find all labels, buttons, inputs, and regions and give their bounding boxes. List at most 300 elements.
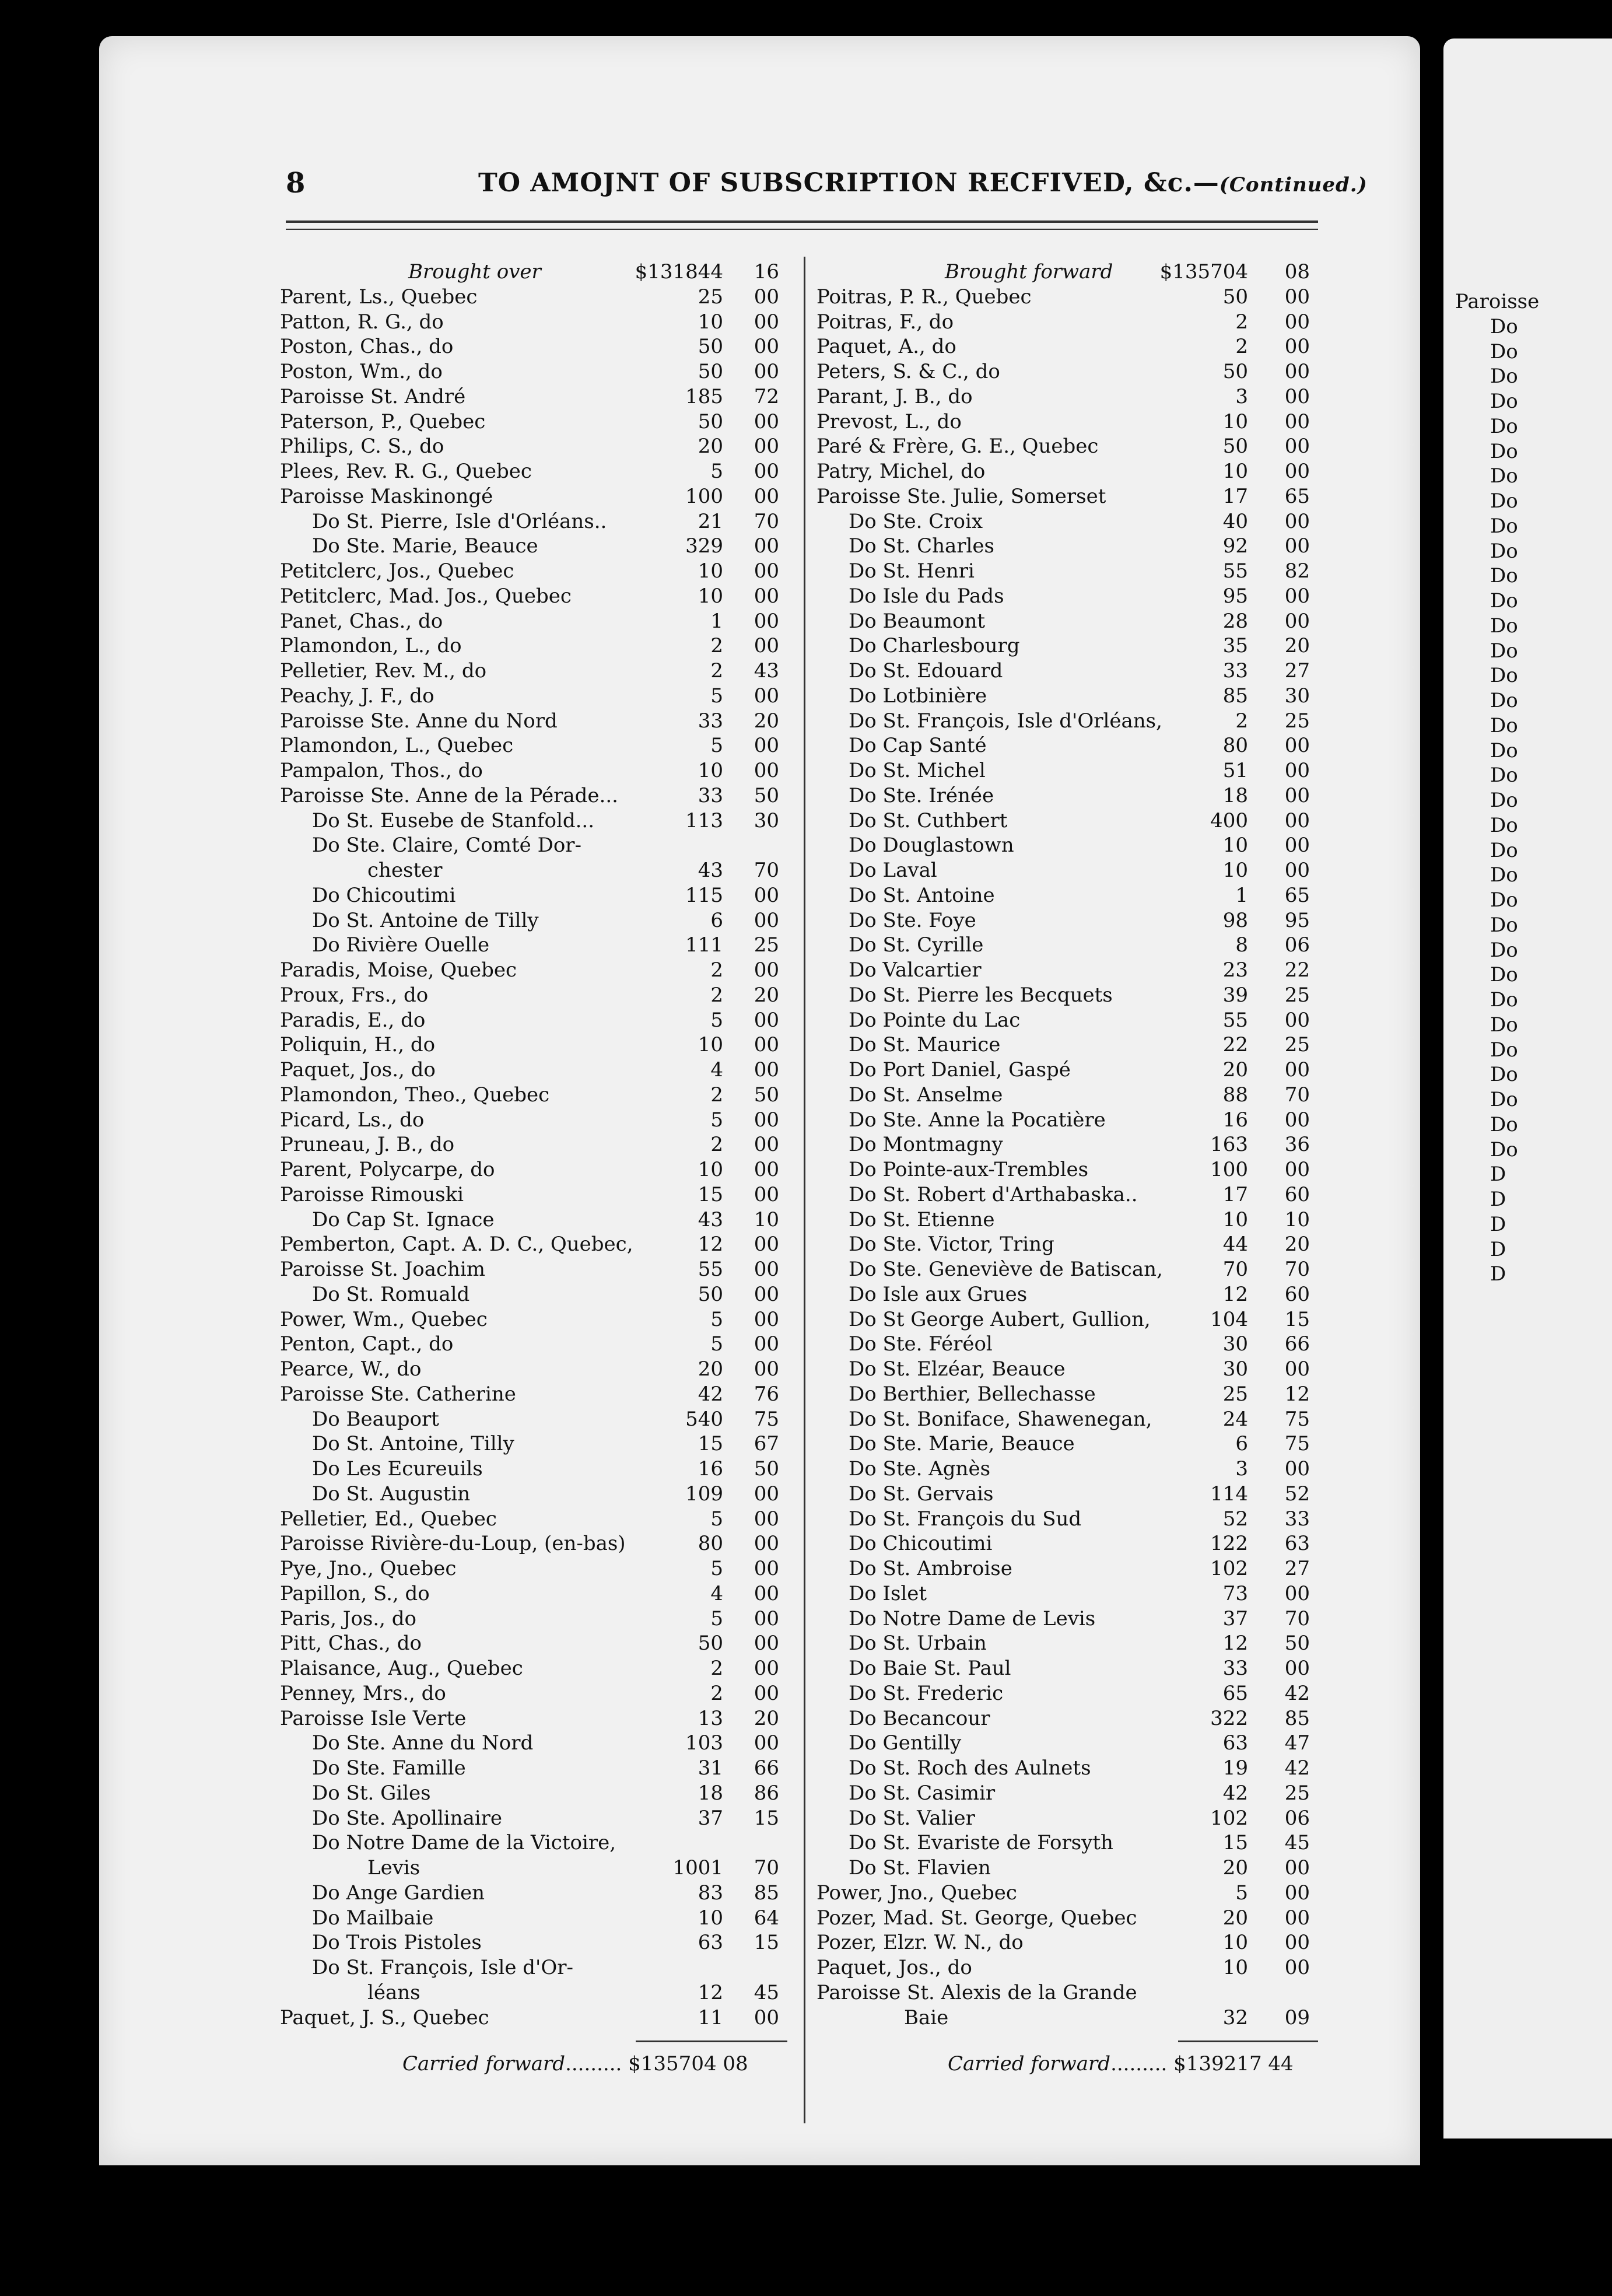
amount-cents: 75: [1284, 1432, 1310, 1456]
table-row: [816, 808, 1330, 834]
amount-dollars: 329: [685, 534, 723, 558]
entry-name: Levis: [367, 1856, 420, 1880]
amount-dollars: 32: [1222, 2006, 1248, 2029]
amount-cents: 00: [1284, 285, 1310, 309]
table-row: [280, 1032, 793, 1058]
amount-cents: 00: [1284, 1457, 1310, 1480]
amount-dollars: 10: [698, 759, 723, 782]
amount-cents: 00: [754, 335, 779, 359]
table-row: [280, 484, 793, 509]
entry-name: Plamondon, Theo., Quebec: [280, 1083, 550, 1107]
amount-cents: 25: [1284, 709, 1310, 733]
entry-name: Do Becancour: [849, 1706, 990, 1730]
table-row: [816, 1382, 1330, 1407]
amount-cents: 50: [754, 1083, 779, 1107]
right-carried-cents: 44: [1268, 2052, 1294, 2076]
amount-dollars: 20: [698, 435, 723, 459]
entry-name: Poitras, F., do: [816, 310, 954, 334]
amount-dollars: 2: [710, 634, 723, 658]
entry-name: Do St. Pierre les Becquets: [849, 983, 1113, 1007]
amount-cents: 70: [1284, 1258, 1310, 1281]
strip-line: Do: [1490, 390, 1518, 413]
amount-cents: 47: [1284, 1731, 1310, 1755]
amount-dollars: 10: [698, 1033, 723, 1057]
entry-name: Do Ste. Féréol: [849, 1332, 993, 1356]
table-row: [280, 1681, 793, 1706]
entry-name: Pelletier, Ed., Quebec: [280, 1507, 497, 1531]
table-row: [280, 334, 793, 359]
table-row: [280, 1606, 793, 1632]
amount-dollars: 8: [1235, 933, 1248, 957]
strip-line: Do: [1490, 838, 1518, 862]
amount-dollars: 10: [698, 584, 723, 608]
table-row: [280, 1781, 793, 1806]
entry-name: Do St. Etienne: [849, 1208, 995, 1231]
table-row: [280, 908, 793, 933]
amount-dollars: 17: [1222, 1182, 1248, 1206]
amount-cents: 00: [754, 360, 779, 383]
amount-cents: 20: [1284, 634, 1310, 658]
amount-dollars: 50: [698, 360, 723, 383]
table-row: [816, 933, 1330, 958]
table-row: [816, 1332, 1330, 1357]
table-row: [280, 858, 793, 883]
entry-name: Papillon, S., do: [280, 1581, 430, 1605]
amount-dollars: 10: [1222, 1931, 1248, 1955]
amount-cents: 00: [754, 584, 779, 608]
table-row: [280, 1083, 793, 1108]
amount-dollars: 50: [1222, 285, 1248, 309]
table-row: [280, 1357, 793, 1382]
table-row: [816, 634, 1330, 659]
entry-name: Do St. Romuald: [312, 1282, 470, 1306]
table-row: [280, 1955, 793, 1980]
entry-name: Do Ste. Claire, Comté Dor-: [312, 834, 582, 858]
entry-name: Do Ste. Geneviève de Batiscan,: [849, 1258, 1163, 1281]
table-row: [816, 1182, 1330, 1208]
column-divider: [804, 257, 805, 2123]
amount-dollars: 12: [1222, 1632, 1248, 1656]
table-row: [816, 459, 1330, 484]
entry-name: Paquet, Jos., do: [280, 1058, 436, 1082]
amount-cents: 20: [1284, 1233, 1310, 1256]
amount-cents: 70: [754, 509, 779, 533]
entry-name: Plaisance, Aug., Quebec: [280, 1657, 523, 1680]
table-row: [280, 1507, 793, 1532]
table-row: [816, 1457, 1330, 1482]
amount-dollars: 42: [698, 1382, 723, 1406]
amount-dollars: 104: [1210, 1307, 1248, 1331]
entry-name: Do St. Gervais: [849, 1482, 994, 1506]
amount-dollars: 95: [1222, 584, 1248, 608]
amount-cents: 00: [754, 534, 779, 558]
amount-dollars: 12: [1222, 1282, 1248, 1306]
title-text: TO AMOJNT OF SUBSCRIPTION RECFIVED, &c.: [478, 168, 1193, 198]
table-row: [280, 1581, 793, 1606]
amount-dollars: 55: [698, 1258, 723, 1281]
table-row: [280, 609, 793, 634]
amount-dollars: 10: [1222, 834, 1248, 858]
amount-cents: 15: [1284, 1307, 1310, 1331]
amount-dollars: 113: [685, 808, 723, 832]
table-row: [280, 983, 793, 1008]
amount-dollars: 4: [710, 1581, 723, 1605]
table-row: [280, 833, 793, 858]
amount-cents: 45: [1284, 1831, 1310, 1855]
amount-dollars: 185: [685, 384, 723, 408]
amount-dollars: 5: [710, 1108, 723, 1132]
amount-dollars: 37: [1222, 1606, 1248, 1630]
entry-name: Do St. Robert d'Arthabaska..: [849, 1182, 1138, 1206]
entry-name: Do Valcartier: [849, 958, 982, 982]
left-brought-label: Brought over: [408, 260, 541, 284]
table-row: [816, 983, 1330, 1008]
amount-cents: 00: [754, 908, 779, 932]
amount-dollars: 12: [698, 1233, 723, 1256]
table-row: [280, 584, 793, 609]
amount-cents: 65: [1284, 883, 1310, 907]
amount-cents: 06: [1284, 933, 1310, 957]
entry-name: Do Ste. Anne du Nord: [312, 1731, 534, 1755]
entry-name: Pelletier, Rev. M., do: [280, 659, 487, 682]
amount-dollars: 10: [1222, 460, 1248, 483]
entry-name: Plees, Rev. R. G., Quebec: [280, 460, 532, 483]
left-brought-forward: [280, 260, 793, 285]
entry-name: Do Montmagny: [849, 1133, 1003, 1157]
table-row: [816, 1831, 1330, 1856]
amount-dollars: 33: [698, 783, 723, 807]
amount-cents: 00: [754, 634, 779, 658]
amount-cents: 00: [1284, 335, 1310, 359]
entry-name: Paroisse St. André: [280, 384, 466, 408]
entry-name: Paris, Jos., do: [280, 1606, 417, 1630]
amount-cents: 70: [1284, 1083, 1310, 1107]
amount-dollars: 35: [1222, 634, 1248, 658]
amount-dollars: 102: [1210, 1806, 1248, 1830]
table-row: [280, 1132, 793, 1157]
entry-name: Parent, Ls., Quebec: [280, 285, 478, 309]
entry-name: Do St. Valier: [849, 1806, 975, 1830]
amount-cents: 00: [754, 460, 779, 483]
amount-cents: 00: [754, 759, 779, 782]
amount-cents: 67: [754, 1432, 779, 1456]
table-row: [280, 1008, 793, 1033]
amount-cents: 60: [1284, 1182, 1310, 1206]
table-row: [280, 434, 793, 459]
amount-dollars: 115: [685, 883, 723, 907]
table-row: [816, 684, 1330, 709]
table-row: [816, 1681, 1330, 1706]
amount-cents: 66: [1284, 1332, 1310, 1356]
amount-dollars: 2: [710, 983, 723, 1007]
amount-cents: 00: [754, 410, 779, 433]
left-brought-cents: 16: [754, 260, 779, 284]
strip-line: Do: [1490, 314, 1518, 338]
entry-name: Do Gentilly: [849, 1731, 962, 1755]
amount-dollars: 5: [710, 1606, 723, 1630]
amount-dollars: 44: [1222, 1233, 1248, 1256]
amount-dollars: 51: [1222, 759, 1248, 782]
amount-dollars: 19: [1222, 1756, 1248, 1780]
table-row: [280, 1831, 793, 1856]
table-row: [280, 659, 793, 684]
entry-name: Penton, Capt., do: [280, 1332, 454, 1356]
entry-name: Pearce, W., do: [280, 1357, 422, 1381]
entry-name: Do St. Augustin: [312, 1482, 471, 1506]
amount-dollars: 10: [698, 559, 723, 583]
table-row: [816, 534, 1330, 559]
entry-name: Paquet, Jos., do: [816, 1956, 972, 1979]
amount-cents: 50: [754, 783, 779, 807]
amount-cents: 00: [754, 1258, 779, 1281]
table-row: [280, 709, 793, 734]
table-row: [816, 1980, 1330, 2006]
entry-name: Paroisse Maskinongé: [280, 484, 493, 508]
amount-cents: 00: [754, 684, 779, 708]
table-row: [816, 1083, 1330, 1108]
amount-dollars: 37: [698, 1806, 723, 1830]
entry-name: Power, Jno., Quebec: [816, 1881, 1017, 1905]
amount-dollars: 20: [1222, 1906, 1248, 1930]
entry-name: Do Ste. Irénée: [849, 783, 994, 807]
amount-dollars: 39: [1222, 983, 1248, 1007]
amount-dollars: 73: [1222, 1581, 1248, 1605]
entry-name: Paroisse St. Alexis de la Grande: [816, 1980, 1137, 2004]
strip-line: Do: [1490, 938, 1518, 962]
entry-name: Paroisse Ste. Catherine: [280, 1382, 516, 1406]
table-row: [280, 883, 793, 908]
strip-line: Do: [1490, 713, 1518, 737]
entry-name: Peachy, J. F., do: [280, 684, 434, 708]
table-row: [280, 1556, 793, 1581]
amount-dollars: 15: [698, 1432, 723, 1456]
entry-name: Do Pointe-aux-Trembles: [849, 1158, 1089, 1181]
amount-cents: 00: [754, 1158, 779, 1181]
table-row: [816, 1407, 1330, 1432]
table-row: [816, 334, 1330, 359]
entry-name: Do Rivière Ouelle: [312, 933, 490, 957]
amount-cents: 00: [754, 1532, 779, 1556]
amount-dollars: 5: [710, 1307, 723, 1331]
amount-cents: 00: [1284, 1906, 1310, 1930]
table-row: [816, 509, 1330, 534]
table-row: [816, 2006, 1330, 2031]
entry-name: Do Ste. Apollinaire: [312, 1806, 503, 1830]
strip-line: Do: [1490, 614, 1518, 638]
table-row: [816, 908, 1330, 933]
amount-cents: 10: [1284, 1208, 1310, 1231]
table-row: [280, 1432, 793, 1457]
strip-line: D: [1490, 1212, 1506, 1236]
table-row: [280, 534, 793, 559]
table-row: [280, 1856, 793, 1881]
amount-cents: 70: [754, 859, 779, 882]
entry-name: Paroisse Ste. Anne du Nord: [280, 709, 558, 733]
strip-line: Do: [1490, 764, 1518, 788]
entry-name: Do Baie St. Paul: [849, 1657, 1011, 1680]
entry-name: Do St. Charles: [849, 534, 994, 558]
amount-cents: 30: [1284, 684, 1310, 708]
amount-cents: 75: [754, 1407, 779, 1431]
strip-line: Do: [1490, 789, 1518, 812]
entry-name: Do Les Ecureuils: [312, 1457, 483, 1480]
entry-name: Poston, Wm., do: [280, 360, 443, 383]
amount-dollars: 50: [698, 1632, 723, 1656]
amount-cents: 00: [754, 1033, 779, 1057]
table-row: [816, 1581, 1330, 1606]
entry-name: Plamondon, L., Quebec: [280, 734, 514, 758]
amount-cents: 42: [1284, 1756, 1310, 1780]
table-row: [816, 1108, 1330, 1133]
amount-dollars: 80: [1222, 734, 1248, 758]
table-row: [280, 1482, 793, 1507]
right-carried-forward: Carried forward......... $139217 44: [948, 2052, 1294, 2076]
table-row: [816, 310, 1330, 335]
table-row: [816, 883, 1330, 908]
strip-line: Do: [1490, 489, 1518, 513]
table-row: [280, 1881, 793, 1906]
amount-cents: 20: [754, 983, 779, 1007]
amount-dollars: 6: [1235, 1432, 1248, 1456]
strip-line: Do: [1490, 539, 1518, 563]
amount-dollars: 50: [698, 1282, 723, 1306]
table-row: [280, 758, 793, 783]
amount-dollars: 83: [698, 1881, 723, 1905]
table-row: [280, 1930, 793, 1955]
entry-name: Paroisse Isle Verte: [280, 1706, 467, 1730]
amount-cents: 00: [754, 1482, 779, 1506]
entry-name: Do Ange Gardien: [312, 1881, 485, 1905]
amount-dollars: 52: [1222, 1507, 1248, 1531]
amount-dollars: 12: [698, 1980, 723, 2004]
entry-name: Peters, S. & C., do: [816, 360, 1000, 383]
amount-dollars: 540: [685, 1407, 723, 1431]
right-carried-dollars: $139217: [1173, 2052, 1262, 2076]
amount-cents: 86: [754, 1781, 779, 1805]
table-row: [816, 1556, 1330, 1581]
table-row: [816, 1008, 1330, 1033]
strip-line: D: [1490, 1188, 1506, 1211]
amount-dollars: 11: [698, 2006, 723, 2029]
strip-line: Do: [1490, 963, 1518, 987]
table-row: [816, 559, 1330, 584]
table-row: [816, 1132, 1330, 1157]
strip-line: Do: [1490, 464, 1518, 488]
amount-cents: 00: [1284, 1357, 1310, 1381]
amount-cents: 00: [1284, 584, 1310, 608]
table-row: [816, 609, 1330, 634]
amount-dollars: 24: [1222, 1407, 1248, 1431]
table-row: [280, 1407, 793, 1432]
table-row: [816, 1706, 1330, 1731]
entry-name: Panet, Chas., do: [280, 609, 443, 633]
strip-line: Do: [1490, 664, 1518, 688]
right-brought-cents: 08: [1284, 260, 1310, 284]
amount-dollars: 5: [710, 460, 723, 483]
table-row: [816, 1157, 1330, 1182]
left-carried-forward: Carried forward......... $135704 08: [402, 2052, 748, 2076]
entry-name: Do Mailbaie: [312, 1906, 434, 1930]
entry-name: Plamondon, L., do: [280, 634, 462, 658]
entry-name: Pye, Jno., Quebec: [280, 1557, 457, 1580]
amount-cents: 00: [754, 1557, 779, 1580]
amount-dollars: 25: [698, 285, 723, 309]
table-row: [816, 1856, 1330, 1881]
entry-name: Do St. Henri: [849, 559, 975, 583]
entry-name: Penney, Mrs., do: [280, 1681, 446, 1705]
amount-dollars: 20: [1222, 1058, 1248, 1082]
amount-dollars: 3: [1235, 384, 1248, 408]
amount-dollars: 22: [1222, 1033, 1248, 1057]
entry-name: Proux, Frs., do: [280, 983, 429, 1007]
amount-dollars: 2: [710, 1133, 723, 1157]
entry-name: Picard, Ls., do: [280, 1108, 425, 1132]
entry-name: Paroisse Ste. Anne de la Pérade...: [280, 783, 618, 807]
amount-cents: 43: [754, 659, 779, 682]
amount-cents: 00: [754, 1581, 779, 1605]
amount-cents: 00: [1284, 410, 1310, 433]
entry-name: Paradis, Moise, Quebec: [280, 958, 517, 982]
entry-name: Do Cap St. Ignace: [312, 1208, 495, 1231]
amount-cents: 00: [1284, 509, 1310, 533]
amount-dollars: 2: [1235, 335, 1248, 359]
amount-cents: 00: [754, 1133, 779, 1157]
entry-name: Do St. Edouard: [849, 659, 1003, 682]
table-row: [280, 684, 793, 709]
amount-dollars: 20: [698, 1357, 723, 1381]
amount-cents: 00: [1284, 1158, 1310, 1181]
amount-cents: 00: [754, 310, 779, 334]
header-rule-bottom: [286, 229, 1318, 230]
entry-name: Do Ste. Famille: [312, 1756, 466, 1780]
amount-cents: 85: [1284, 1706, 1310, 1730]
entry-name: Do Ste. Foye: [849, 908, 976, 932]
entry-name: Do St. Antoine, Tilly: [312, 1432, 514, 1456]
amount-cents: 00: [754, 1233, 779, 1256]
page-number: 8: [286, 167, 306, 200]
amount-cents: 15: [754, 1806, 779, 1830]
entry-name: Pitt, Chas., do: [280, 1632, 422, 1656]
entry-name: Paradis, E., do: [280, 1008, 426, 1032]
amount-dollars: 63: [1222, 1731, 1248, 1755]
amount-dollars: 5: [710, 734, 723, 758]
right-brought-label: Brought forward: [945, 260, 1113, 284]
amount-cents: 00: [754, 883, 779, 907]
entry-name: Do Ste. Croix: [849, 509, 983, 533]
amount-dollars: 18: [698, 1781, 723, 1805]
amount-dollars: 55: [1222, 559, 1248, 583]
amount-dollars: 21: [698, 509, 723, 533]
amount-dollars: 85: [1222, 684, 1248, 708]
entry-name: Patry, Michel, do: [816, 460, 986, 483]
amount-dollars: 43: [698, 1208, 723, 1231]
table-row: [816, 1881, 1330, 1906]
amount-cents: 12: [1284, 1382, 1310, 1406]
entry-name: Do Islet: [849, 1581, 927, 1605]
amount-cents: 00: [1284, 460, 1310, 483]
table-row: [280, 1457, 793, 1482]
table-row: [816, 1606, 1330, 1632]
amount-dollars: 20: [1222, 1856, 1248, 1880]
amount-cents: 20: [754, 709, 779, 733]
amount-cents: 60: [1284, 1282, 1310, 1306]
table-row: [280, 1906, 793, 1931]
amount-cents: 00: [1284, 1058, 1310, 1082]
entry-name: Petitclerc, Jos., Quebec: [280, 559, 514, 583]
amount-dollars: 2: [710, 1083, 723, 1107]
right-brought-forward: [816, 260, 1330, 285]
header-rule-top: [286, 220, 1318, 223]
